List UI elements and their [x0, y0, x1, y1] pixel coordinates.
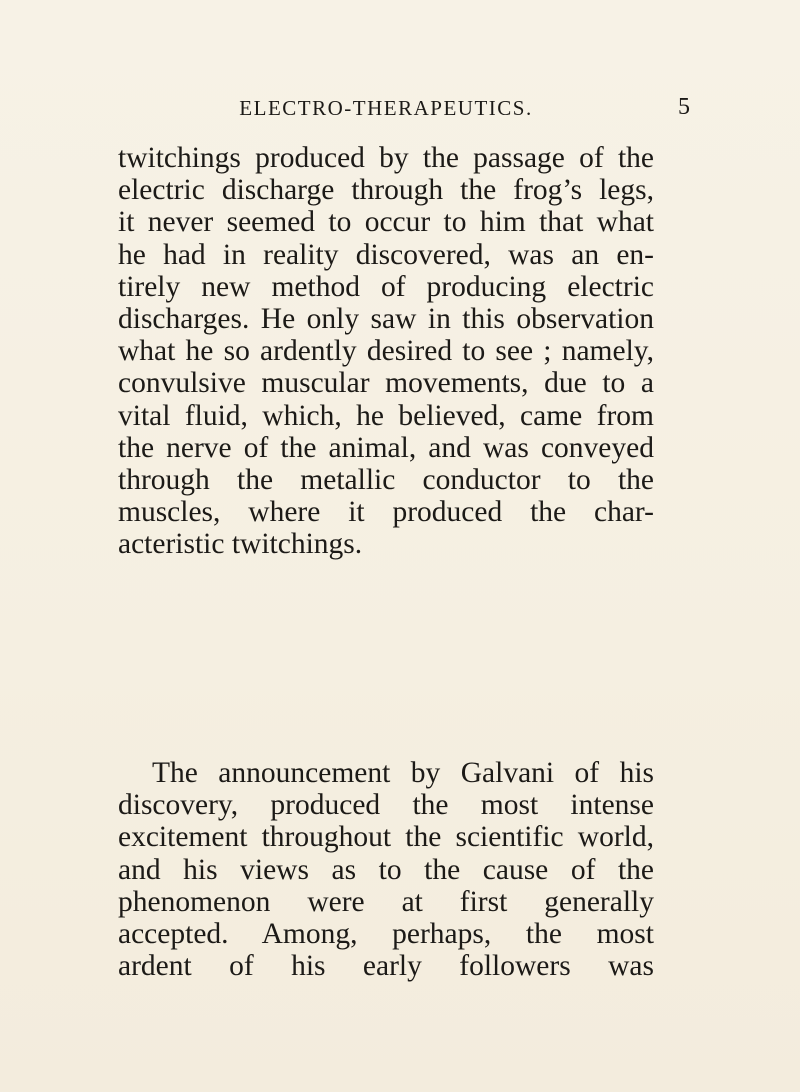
page-number: 5	[678, 94, 690, 120]
text-line: acteristic twitchings.	[118, 528, 363, 561]
text-line: muscles, where it produced the char-	[118, 496, 654, 529]
text-line: twitchings produced by the passage of the	[118, 142, 654, 174]
text-line: tirely new method of producing electric	[118, 270, 654, 303]
text-line: through the metallic conductor to the	[118, 463, 654, 496]
text-line: The announcement by Galvani of his	[152, 757, 654, 789]
running-title: ELECTRO-THERAPEUTICS.	[239, 96, 533, 120]
text-line: discharges. He only saw in this observation	[118, 302, 654, 335]
text-line: accepted. Among, perhaps, the most	[118, 917, 654, 950]
text-line: excitement throughout the scientific world,	[118, 821, 654, 854]
text-line: what he so ardently desired to see ; namely,	[118, 335, 654, 368]
running-head	[118, 94, 690, 126]
paragraph-1	[118, 142, 654, 560]
text-line: electric discharge through the frog’s legs,	[118, 174, 654, 207]
text-line: he had in reality discovered, was an en-	[118, 238, 654, 271]
text-line: vital fluid, which, he believed, came from	[118, 399, 654, 432]
text-line: ardent of his early followers was	[118, 950, 654, 983]
text-line: the nerve of the animal, and was conveyed	[118, 431, 654, 464]
paragraph-2	[118, 757, 654, 982]
text-line: convulsive muscular movements, due to a	[118, 367, 654, 400]
text-line: phenomenon were at first generally	[118, 885, 654, 918]
text-line: discovery, produced the most intense	[118, 789, 654, 822]
text-line: and his views as to the cause of the	[118, 853, 654, 886]
text-line: it never seemed to occur to him that what	[118, 206, 654, 239]
